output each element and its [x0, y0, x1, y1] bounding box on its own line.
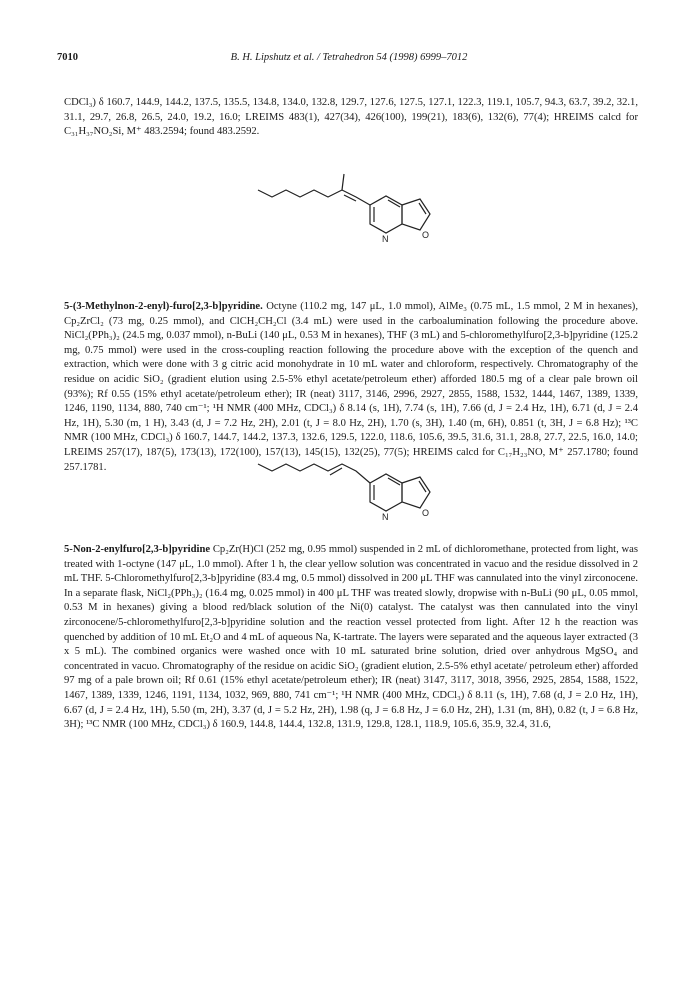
running-head: B. H. Lipshutz et al. / Tetrahedron 54 (1998) 6999–7012	[230, 52, 468, 63]
alkyl-chain-bonds	[258, 190, 370, 205]
procedure-text: Cp₂Zr(H)Cl (252 mg, 0.95 mmol) suspended in 2 mL of dichloromethane, protected from light, was treated with 1-octyne (147 μL, 1.0 mmol). After 1 h, the clear yellow solution was concentrated in vacuo and the residue dissolved in 2 mL THF. 5-Chloromethylfuro[2,3-b]pyridine (83.4 mg, 0.5 mmol) dissolved in 200 μL THF was cannulated into the vinyl zirconocene. In a separate flask, NiCl₂(PPh₃)₂ (16.4 mg, 0.025 mmol) in 400 μL THF was treated slowly, dropwise with n-BuLi (90 μL, 0.05 mmol, 0.53 M in hexanes) giving a blood red/black solution of the Ni(0) catalyst. The catalyst was then cannulated into the vinyl zirconocene/5-chloromethylfuro[2,3-b]pyridine solution and the reaction vessel protected from light. After 12 h the reaction was quenched by addition of 10 mL Et₂O and 4 mL of aqueous Na, K-tartrate. The layers were separated and the aqueous layer extracted (3 x 5 mL). The combined organics were washed once with 10 mL saturated brine solution, dried over anhydrous MgSO₄ and concentrated in vacuo. Chromatography of the residue on acidic SiO₂ (gradient elution, 2.5-5% ethyl acetate/ petroleum ether) afforded 97 mg of a pale brown oil; Rf 0.61 (15% ethyl acetate/petroleum ether); IR (neat) 3147, 3117, 3018, 3956, 2925, 2854, 1588, 1522, 1467, 1389, 1339, 1246, 1191, 1134, 1032, 969, 880, 741 cm⁻¹; ¹H NMR (400 MHz, CDCl₃) δ 8.11 (s, 1H), 7.68 (d, J = 2.0 Hz, 1H), 6.67 (d, J = 2.4 Hz, 1H), 5.50 (m, 2H), 3.37 (d, J = 5.2 Hz, 2H), 1.98 (q, J = 6.8 Hz, J = 6.0 Hz, 2H), 1.31 (m, 8H), 0.82 (t, J = 6.8 Hz, 3H); ¹³C NMR (100 MHz, CDCl₃) δ 160.9, 144.8, 144.4, 132.8, 131.9, 129.8, 128.1, 118.9, 105.6, 35.9, 32.4, 31.6,	[64, 544, 638, 731]
nitrogen-label: N	[382, 234, 389, 244]
furan-inner-bond	[419, 481, 426, 492]
pyridine-ring	[370, 474, 402, 511]
chemical-structure-diagram-2	[250, 450, 450, 535]
nitrogen-label: N	[382, 512, 389, 522]
alkyl-chain-bonds	[258, 464, 370, 483]
compound-title: 5-(3-Methylnon-2-enyl)-furo[2,3-b]pyridine.	[64, 301, 263, 312]
oxygen-label: O	[422, 508, 430, 518]
page-header	[57, 52, 641, 66]
compound-procedure-nonenyl	[64, 543, 638, 733]
methyl-branch-bond	[342, 174, 344, 190]
spectral-data-continued: CDCl₃) δ 160.7, 144.9, 144.2, 137.5, 135.5, 134.8, 134.0, 132.8, 129.7, 127.6, 127.5, 127.1, 122.3, 119.1, 105.7, 94.3, 63.7, 39.2, 32.1, 31.1, 29.7, 26.8, 26.5, 24.0, 19.2, 16.0; LREIMS 483(1), 427(34), 426(100), 199(21), 183(6), 132(6), 77(4); HREIMS calcd for C₃₁H₃₇NO₂Si, M⁺ 483.2594; found 483.2592.	[64, 97, 638, 138]
pyridine-ring	[370, 196, 402, 233]
compound-procedure-methylnonenyl	[64, 300, 638, 475]
furan-ring	[402, 199, 430, 230]
furan-ring	[402, 477, 430, 508]
structure-nonenyl-furopyridine	[250, 450, 450, 535]
chemical-structure-diagram-1	[250, 172, 450, 257]
structure-methylnonenyl-furopyridine	[250, 172, 450, 257]
compound-title: 5-Non-2-enylfuro[2,3-b]pyridine	[64, 544, 211, 555]
page-number: 7010	[57, 52, 78, 63]
procedure-text: Octyne (110.2 mg, 147 μL, 1.0 mmol), AlMe₃ (0.75 mL, 1.5 mmol, 2 M in hexanes), Cp₂ZrCl₂ (73 mg, 0.25 mmol), and ClCH₂CH₂Cl (3.4 mL) were used in the carboalumination following the procedure above. NiCl₂(PPh₃)₂ (24.5 mg, 0.037 mmol), n-BuLi (140 μL, 0.53 M in hexanes), THF (3 mL) and 5-chloromethylfuro[2,3-b]pyridine (125.2 mg, 0.75 mmol) were used in the cross-coupling reaction following the procedure above with the exception of the quench and extraction, which were done with 3 g citric acid monohydrate in 10 mL water and chloroform, respectively. Chromatography of the residue on acidic SiO₂ (gradient elution using 2.5-5% ethyl acetate/petroleum ether) afforded 180.5 mg of a clear pale brown oil (93%); Rf 0.55 (15% ethyl acetate/petroleum ether); IR (neat) 3117, 3146, 2996, 2927, 2855, 1588, 1532, 1444, 1467, 1389, 1339, 1246, 1190, 1134, 880, 740 cm⁻¹; ¹H NMR (400 MHz, CDCl₃) δ 8.14 (s, 1H), 7.74 (s, 1H), 7.66 (d, J = 2.4 Hz, 1H), 6.71 (d, J = 2.4 Hz, 1H), 5.30 (m, 1 H), 3.43 (d, J = 7.2 Hz, 2H), 2.01 (t, J = 8.0 Hz, 2H), 1.70 (s, 3H), 1.40 (m, 6H), 0.851 (t, 3H, J = 6.8 Hz); ¹³C NMR (100 MHz, CDCl₃) δ 160.7, 144.7, 144.2, 137.3, 132.6, 129.5, 122.0, 118.6, 105.6, 39.5, 31.6, 31.1, 28.8, 27.7, 22.5, 16.0, 14.0; LREIMS 257(17), 187(5), 173(13), 172(100), 157(13), 145(15), 132(25), 77(5); HREIMS calcd for C₁₇H₂₃NO, M⁺ 257.1780; found 257.1781.	[64, 301, 638, 473]
furan-inner-bond	[419, 203, 426, 214]
oxygen-label: O	[422, 230, 430, 240]
